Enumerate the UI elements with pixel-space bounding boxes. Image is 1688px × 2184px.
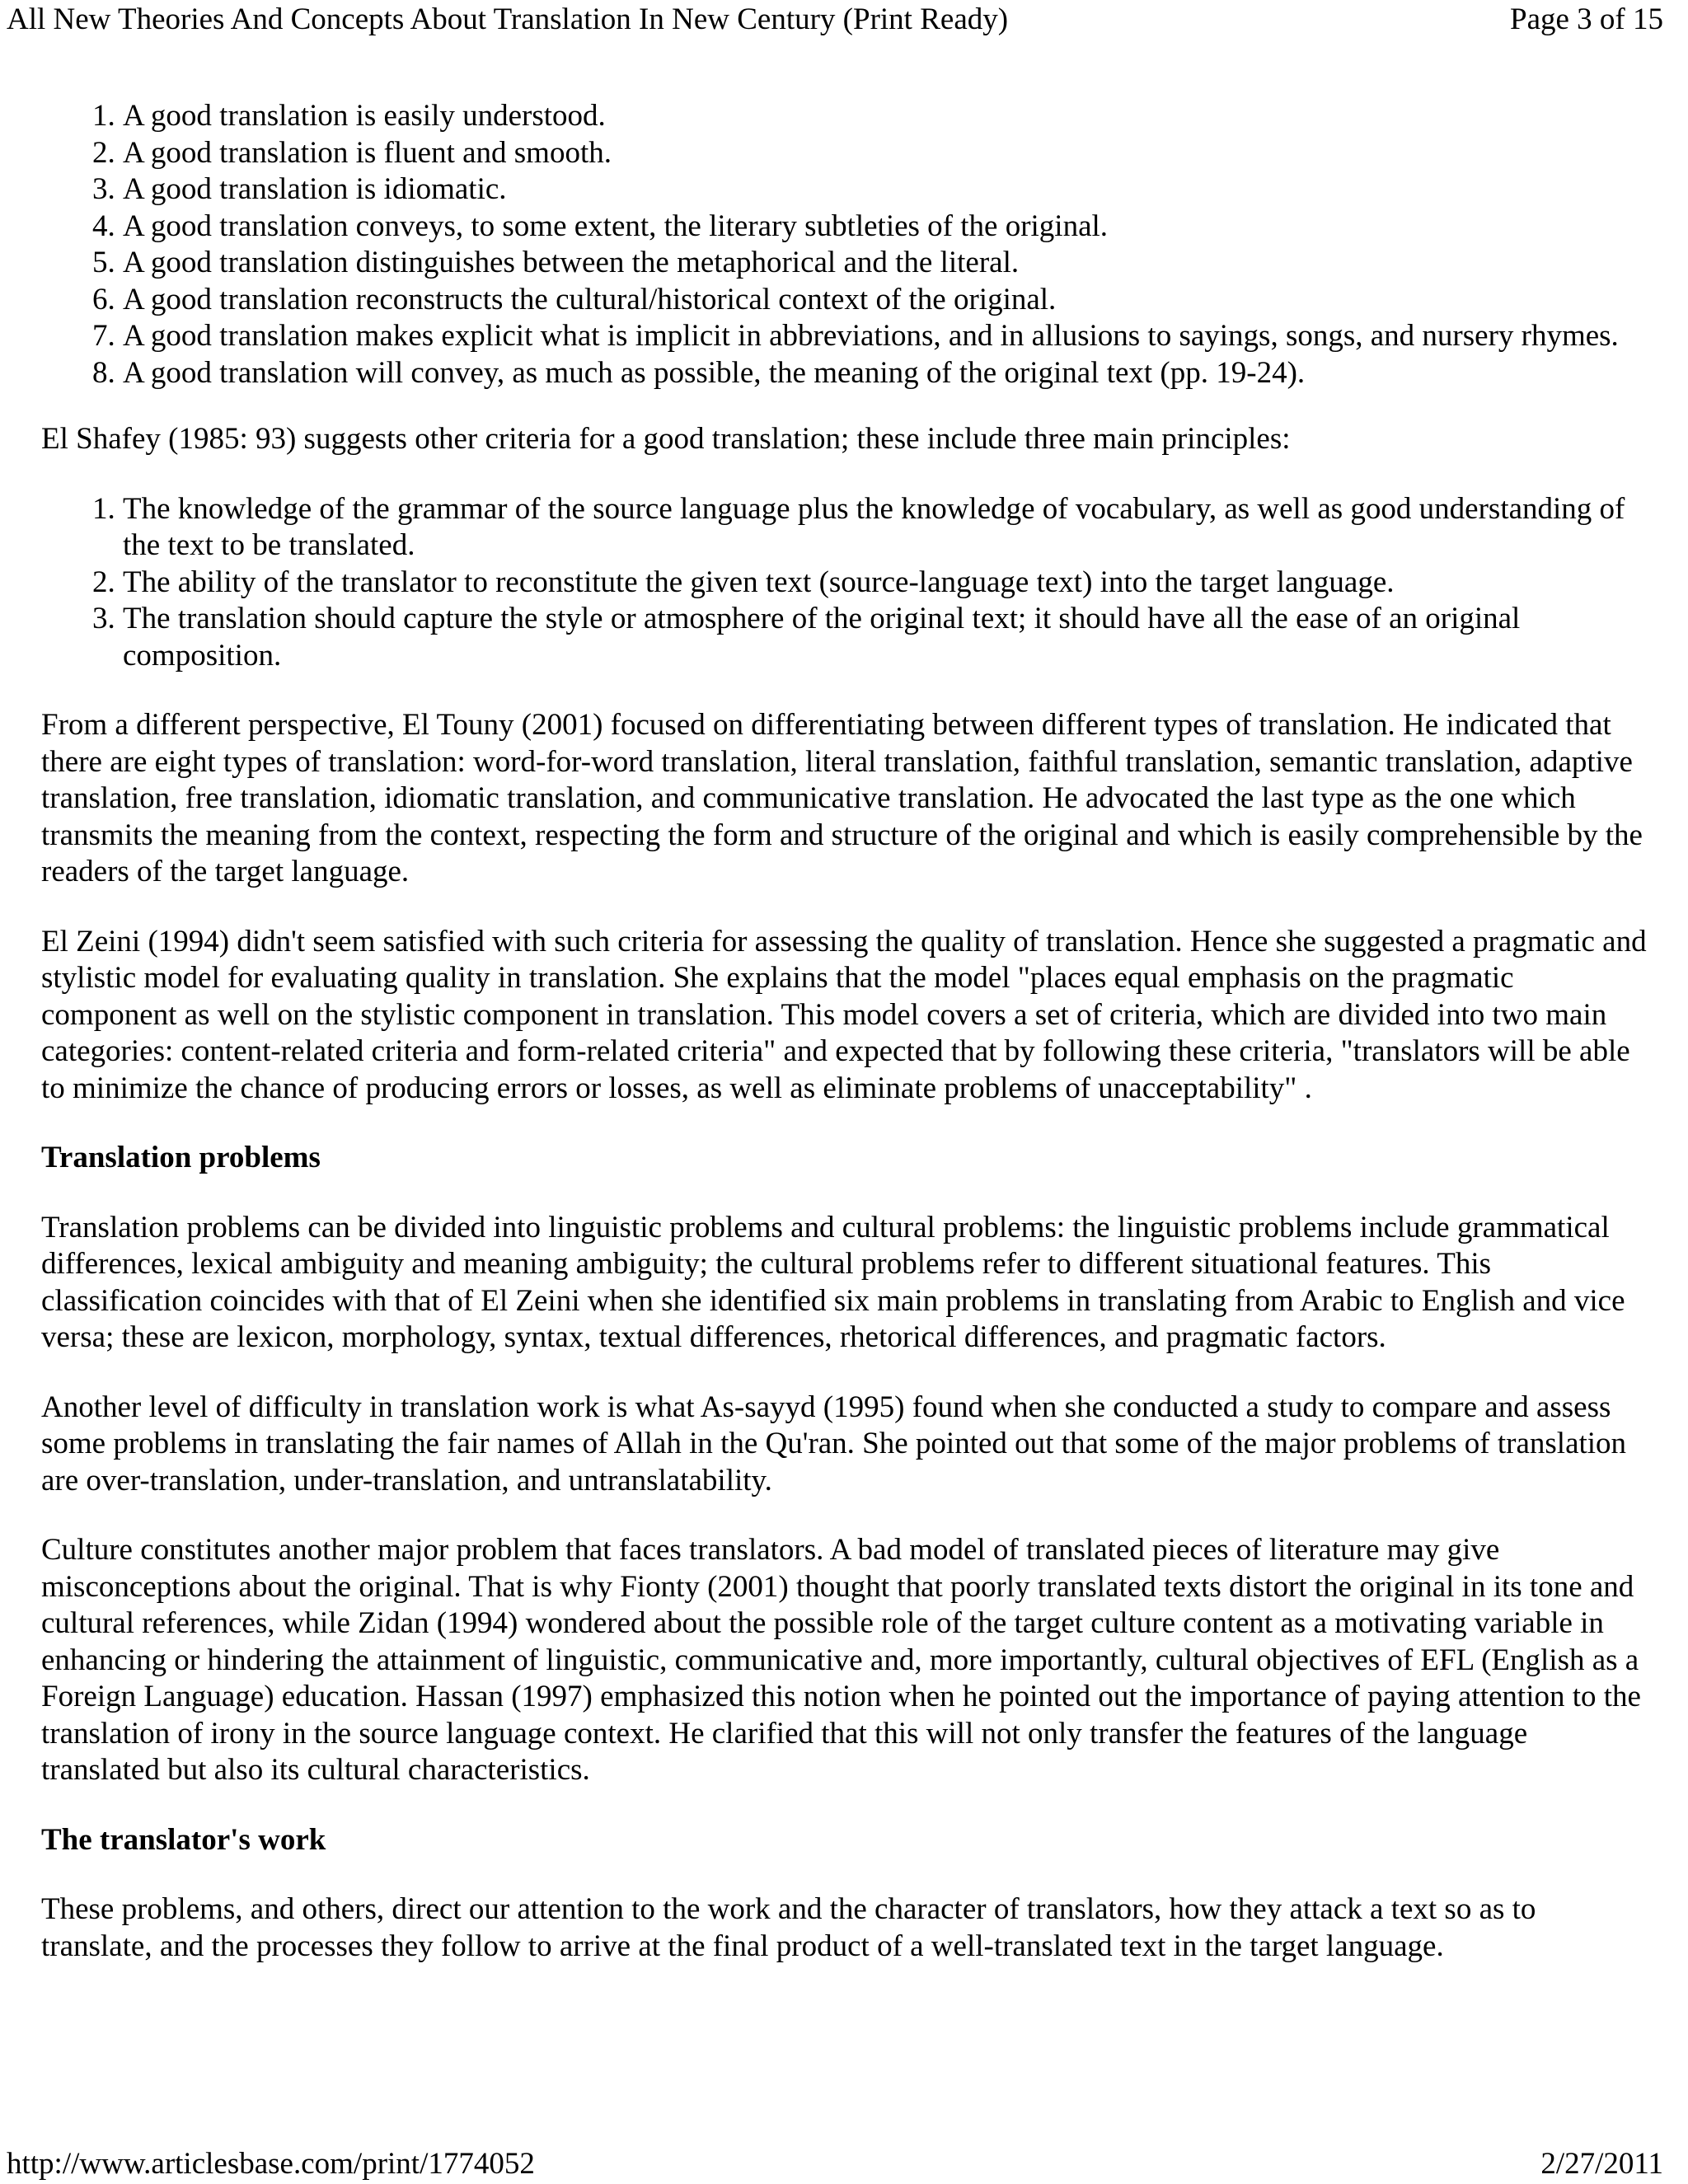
list-item: 1. A good translation is easily understood. [123, 98, 1648, 135]
paragraph-as-sayyd: Another level of difficulty in translation work is what As-sayyd (1995) found when she conducted a study to compare and assess some problems in translating the fair names of Allah in the Qu'ran. She pointed out that some of the major problems of translation are over-translation, under-translation, and untranslatability. [41, 1390, 1627, 1497]
list-item: 1. The knowledge of the grammar of the source language plus the knowledge of vocabulary, as well as good understanding of the text to be translated. [123, 491, 1648, 565]
list-item: 3. A good translation is idiomatic. [123, 171, 1648, 209]
paragraph-problems-classification: Translation problems can be divided into linguistic problems and cultural problems: the linguistic problems include grammatical differences, lexical ambiguity and meaning ambiguity; the cultural problems refer to different situational features. This classification coincides with that of El Zeini when she identified six main problems in translating from Arabic to English and vice versa; these are lexicon, morphology, syntax, textual differences, rhetorical differences, and pragmatic factors. [41, 1210, 1625, 1354]
heading-translators-work: The translator's work [41, 1822, 326, 1857]
list-item: 4. A good translation conveys, to some extent, the literary subtleties of the original. [123, 209, 1648, 246]
print-footer-url: http://www.articlesbase.com/print/1774052 [7, 2147, 535, 2181]
main-principles-list [41, 491, 1648, 675]
list-item: 3. The translation should capture the style or atmosphere of the original text; it should have all the ease of an original composition. [123, 601, 1648, 674]
list-item: 7. A good translation makes explicit what is implicit in abbreviations, and in allusions to sayings, songs, and nursery rhymes. [123, 318, 1648, 355]
list-item: 5. A good translation distinguishes between the metaphorical and the literal. [123, 245, 1648, 282]
print-footer-date: 2/27/2011 [1540, 2147, 1663, 2181]
paragraph-el-touny: From a different perspective, El Touny (2001) focused on differentiating between different types of translation. He indicated that there are eight types of translation: word-for-word translation, literal translation, faithful translation, semantic translation, adaptive translation, free translation, idiomatic translation, and communicative translation. He advocated the last type as the one which transmits the meaning from the context, respecting the form and structure of the original and which is easily comprehensible by the readers of the target language. [41, 708, 1643, 888]
paragraph-el-zeini: El Zeini (1994) didn't seem satisfied with such criteria for assessing the quality of translation. Hence she suggested a pragmatic and stylistic model for evaluating quality in translation. She explains that the model "places equal emphasis on the pragmatic component as well on the stylistic component in translation. This model covers a set of criteria, which are divided into two main categories: content-related criteria and form-related criteria" and expected that by following these criteria, "translators will be able to minimize the chance of producing errors or losses, as well as eliminate problems of unacceptability" . [41, 924, 1647, 1105]
list-item: 2. The ability of the translator to reconstitute the given text (source-language text) into the target language. [123, 565, 1648, 602]
paragraph-culture: Culture constitutes another major problem that faces translators. A bad model of translated pieces of literature may give misconceptions about the original. That is why Fionty (2001) thought that poorly translated texts distort the original in its tone and cultural references, while Zidan (1994) wondered about the possible role of the target culture content as a motivating variable in enhancing or hindering the attainment of linguistic, communicative and, more importantly, cultural objectives of EFL (English as a Foreign Language) education. Hassan (1997) emphasized this notion when he pointed out the importance of paying attention to the translation of irony in the source language context. He clarified that this will not only transfer the features of the language translated but also its cultural characteristics. [41, 1533, 1641, 1787]
paragraph-el-shafey: El Shafey (1985: 93) suggests other criteria for a good translation; these include three main principles: [41, 422, 1291, 456]
heading-translation-problems: Translation problems [41, 1141, 321, 1174]
list-item: 8. A good translation will convey, as much as possible, the meaning of the original text (pp. 19-24). [123, 355, 1648, 392]
list-item: 6. A good translation reconstructs the cultural/historical context of the original. [123, 282, 1648, 319]
print-header-page-number: Page 3 of 15 [1510, 2, 1663, 36]
print-header-title: All New Theories And Concepts About Translation In New Century (Print Ready) [7, 2, 1009, 36]
article-body [41, 98, 1648, 1998]
list-item: 2. A good translation is fluent and smooth. [123, 135, 1648, 172]
good-translation-criteria-list [41, 98, 1648, 391]
paragraph-translators-work: These problems, and others, direct our attention to the work and the character of translators, how they attack a text so as to translate, and the processes they follow to arrive at the final product of a well-translated text in the target language. [41, 1892, 1536, 1963]
